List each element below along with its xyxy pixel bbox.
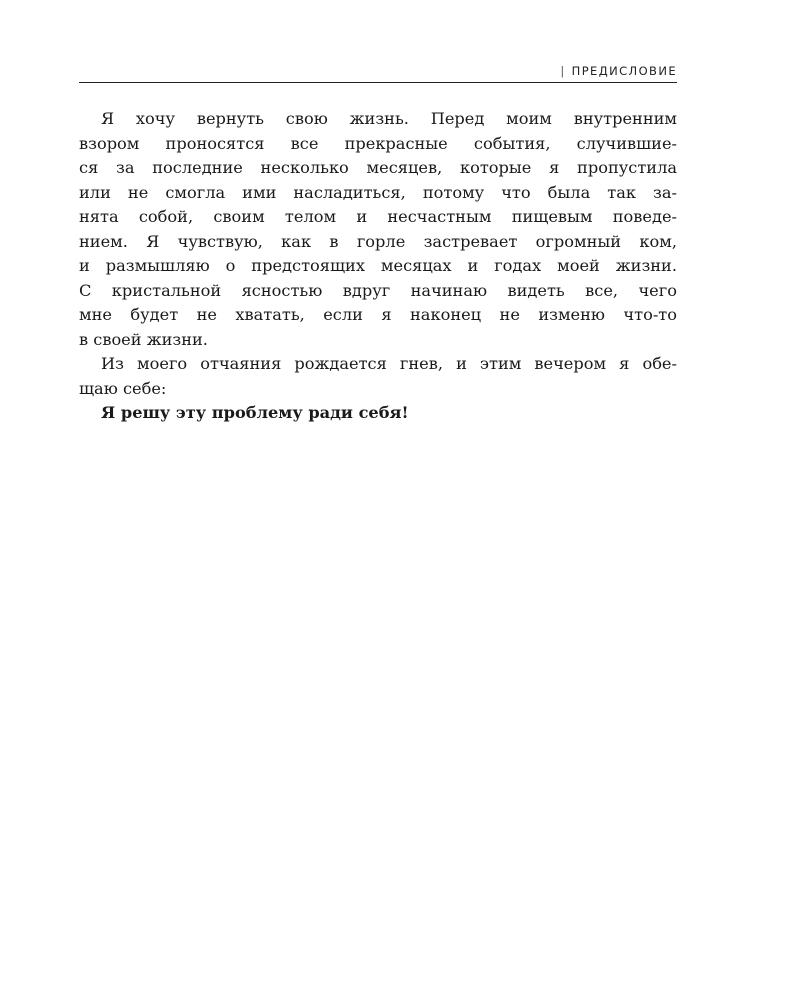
text-line: щаю себе: (79, 378, 167, 398)
text-line: взором проносятся все прекрасные события, случившие- (79, 133, 677, 153)
running-head (560, 64, 677, 78)
paragraph-1 (79, 107, 677, 352)
text-line: Из моего отчаяния рождается гнев, и этим вечером я обе- (101, 354, 677, 373)
book-page (79, 0, 677, 1000)
text-line: в своей жизни. (79, 329, 208, 349)
text-line: ся за последние несколько месяцев, которые я пропустила (79, 158, 677, 177)
body-text (79, 107, 677, 426)
header-rule (79, 82, 677, 83)
text-line: мне будет не хватать, если я наконец не изменю что-то (79, 305, 677, 324)
paragraph-2 (79, 352, 677, 401)
text-line: или не смогла ими насладиться, потому что была так за- (79, 182, 677, 202)
text-line: Я решу эту проблему ради себя! (101, 403, 409, 422)
text-line: нята собой, своим телом и несчастным пищевым поведе- (79, 207, 677, 226)
running-head-separator: | (560, 64, 566, 78)
text-line: и размышляю о предстоящих месяцах и годах моей жизни. (79, 256, 677, 275)
text-line: С кристальной ясностью вдруг начинаю видеть все, чего (79, 280, 677, 300)
text-line: нием. Я чувствую, как в горле застревает огромный ком, (79, 231, 677, 251)
running-head-title: ПРЕДИСЛОВИЕ (571, 64, 677, 78)
text-line: Я хочу вернуть свою жизнь. Перед моим внутренним (101, 109, 677, 128)
paragraph-3-bold-promise (79, 401, 677, 426)
